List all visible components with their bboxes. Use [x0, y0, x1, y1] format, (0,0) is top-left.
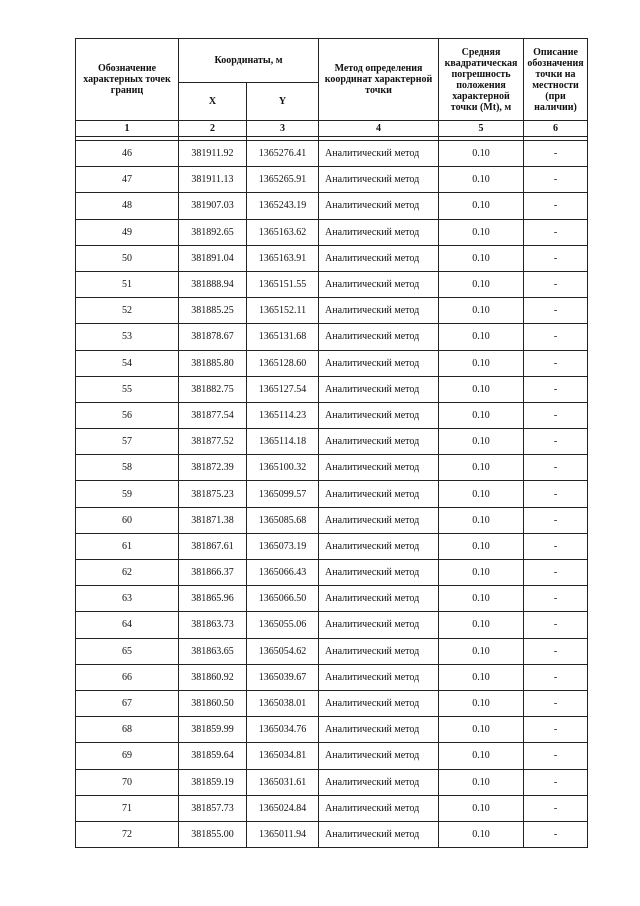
cell-error: 0.10	[439, 245, 524, 271]
table-row	[76, 769, 588, 795]
cell-method: Аналитический метод	[319, 245, 439, 271]
table-row	[76, 141, 588, 167]
cell-error: 0.10	[439, 507, 524, 533]
cell-y: 1365114.23	[247, 402, 319, 428]
cell-description: -	[524, 245, 588, 271]
cell-method: Аналитический метод	[319, 141, 439, 167]
header-num-3: 3	[247, 121, 319, 137]
cell-point-number: 65	[76, 638, 179, 664]
cell-method: Аналитический метод	[319, 795, 439, 821]
cell-x: 381863.73	[179, 612, 247, 638]
cell-error: 0.10	[439, 455, 524, 481]
cell-x: 381877.52	[179, 429, 247, 455]
cell-point-number: 54	[76, 350, 179, 376]
cell-description: -	[524, 481, 588, 507]
cell-error: 0.10	[439, 638, 524, 664]
cell-x: 381859.64	[179, 743, 247, 769]
cell-y: 1365073.19	[247, 533, 319, 559]
header-method: Метод определения координат характерной точки	[319, 39, 439, 121]
cell-description: -	[524, 507, 588, 533]
cell-error: 0.10	[439, 219, 524, 245]
header-coordinates: Координаты, м	[179, 39, 319, 83]
cell-y: 1365128.60	[247, 350, 319, 376]
cell-error: 0.10	[439, 481, 524, 507]
cell-method: Аналитический метод	[319, 350, 439, 376]
cell-y: 1365100.32	[247, 455, 319, 481]
cell-description: -	[524, 167, 588, 193]
cell-point-number: 67	[76, 690, 179, 716]
cell-error: 0.10	[439, 429, 524, 455]
header-num-1: 1	[76, 121, 179, 137]
cell-point-number: 69	[76, 743, 179, 769]
cell-method: Аналитический метод	[319, 324, 439, 350]
cell-method: Аналитический метод	[319, 821, 439, 847]
cell-method: Аналитический метод	[319, 376, 439, 402]
cell-x: 381885.80	[179, 350, 247, 376]
table-row	[76, 350, 588, 376]
cell-y: 1365054.62	[247, 638, 319, 664]
cell-y: 1365276.41	[247, 141, 319, 167]
header-x: X	[179, 83, 247, 121]
cell-x: 381871.38	[179, 507, 247, 533]
cell-error: 0.10	[439, 690, 524, 716]
cell-x: 381878.67	[179, 324, 247, 350]
table-row	[76, 481, 588, 507]
cell-x: 381911.92	[179, 141, 247, 167]
cell-description: -	[524, 690, 588, 716]
table-row	[76, 167, 588, 193]
cell-y: 1365011.94	[247, 821, 319, 847]
cell-point-number: 53	[76, 324, 179, 350]
cell-error: 0.10	[439, 167, 524, 193]
cell-point-number: 71	[76, 795, 179, 821]
cell-point-number: 61	[76, 533, 179, 559]
cell-error: 0.10	[439, 298, 524, 324]
cell-error: 0.10	[439, 664, 524, 690]
cell-point-number: 58	[76, 455, 179, 481]
cell-description: -	[524, 324, 588, 350]
header-y: Y	[247, 83, 319, 121]
cell-x: 381911.13	[179, 167, 247, 193]
cell-method: Аналитический метод	[319, 586, 439, 612]
cell-y: 1365066.50	[247, 586, 319, 612]
cell-y: 1365243.19	[247, 193, 319, 219]
table-row	[76, 795, 588, 821]
cell-description: -	[524, 769, 588, 795]
cell-x: 381859.19	[179, 769, 247, 795]
cell-description: -	[524, 271, 588, 297]
cell-point-number: 52	[76, 298, 179, 324]
cell-point-number: 72	[76, 821, 179, 847]
cell-description: -	[524, 141, 588, 167]
cell-point-number: 55	[76, 376, 179, 402]
cell-method: Аналитический метод	[319, 612, 439, 638]
cell-description: -	[524, 533, 588, 559]
cell-error: 0.10	[439, 717, 524, 743]
cell-point-number: 50	[76, 245, 179, 271]
cell-point-number: 59	[76, 481, 179, 507]
cell-method: Аналитический метод	[319, 560, 439, 586]
table-row	[76, 717, 588, 743]
cell-error: 0.10	[439, 769, 524, 795]
cell-method: Аналитический метод	[319, 402, 439, 428]
cell-description: -	[524, 429, 588, 455]
cell-error: 0.10	[439, 821, 524, 847]
cell-y: 1365131.68	[247, 324, 319, 350]
cell-x: 381860.50	[179, 690, 247, 716]
cell-description: -	[524, 638, 588, 664]
cell-description: -	[524, 193, 588, 219]
cell-x: 381855.00	[179, 821, 247, 847]
cell-y: 1365099.57	[247, 481, 319, 507]
header-num-2: 2	[179, 121, 247, 137]
header-error: Средняя квадратическая погрешность положения характерной точки (Mt), м	[439, 39, 524, 121]
cell-method: Аналитический метод	[319, 507, 439, 533]
cell-x: 381857.73	[179, 795, 247, 821]
table-row	[76, 402, 588, 428]
cell-error: 0.10	[439, 795, 524, 821]
table-row	[76, 664, 588, 690]
cell-method: Аналитический метод	[319, 690, 439, 716]
cell-method: Аналитический метод	[319, 638, 439, 664]
cell-y: 1365038.01	[247, 690, 319, 716]
cell-method: Аналитический метод	[319, 455, 439, 481]
cell-method: Аналитический метод	[319, 769, 439, 795]
cell-point-number: 56	[76, 402, 179, 428]
table-row	[76, 271, 588, 297]
cell-x: 381865.96	[179, 586, 247, 612]
cell-x: 381891.04	[179, 245, 247, 271]
cell-y: 1365163.62	[247, 219, 319, 245]
cell-description: -	[524, 717, 588, 743]
cell-y: 1365024.84	[247, 795, 319, 821]
cell-y: 1365127.54	[247, 376, 319, 402]
cell-description: -	[524, 455, 588, 481]
cell-y: 1365034.76	[247, 717, 319, 743]
cell-y: 1365163.91	[247, 245, 319, 271]
cell-y: 1365152.11	[247, 298, 319, 324]
table-row	[76, 533, 588, 559]
cell-point-number: 57	[76, 429, 179, 455]
header-point-name: Обозначение характерных точек границ	[76, 39, 179, 121]
cell-error: 0.10	[439, 586, 524, 612]
cell-error: 0.10	[439, 193, 524, 219]
cell-x: 381877.54	[179, 402, 247, 428]
cell-description: -	[524, 795, 588, 821]
cell-point-number: 70	[76, 769, 179, 795]
cell-x: 381888.94	[179, 271, 247, 297]
cell-error: 0.10	[439, 324, 524, 350]
cell-x: 381885.25	[179, 298, 247, 324]
cell-description: -	[524, 402, 588, 428]
cell-error: 0.10	[439, 141, 524, 167]
cell-method: Аналитический метод	[319, 219, 439, 245]
cell-point-number: 49	[76, 219, 179, 245]
table-row	[76, 193, 588, 219]
cell-method: Аналитический метод	[319, 481, 439, 507]
cell-method: Аналитический метод	[319, 271, 439, 297]
cell-method: Аналитический метод	[319, 167, 439, 193]
header-num-6: 6	[524, 121, 588, 137]
cell-error: 0.10	[439, 533, 524, 559]
cell-y: 1365066.43	[247, 560, 319, 586]
cell-description: -	[524, 219, 588, 245]
cell-x: 381872.39	[179, 455, 247, 481]
table-row	[76, 298, 588, 324]
cell-x: 381859.99	[179, 717, 247, 743]
cell-y: 1365034.81	[247, 743, 319, 769]
cell-method: Аналитический метод	[319, 193, 439, 219]
cell-point-number: 51	[76, 271, 179, 297]
cell-description: -	[524, 586, 588, 612]
table-row	[76, 612, 588, 638]
cell-point-number: 68	[76, 717, 179, 743]
cell-x: 381892.65	[179, 219, 247, 245]
cell-method: Аналитический метод	[319, 664, 439, 690]
table-row	[76, 245, 588, 271]
cell-description: -	[524, 298, 588, 324]
cell-point-number: 63	[76, 586, 179, 612]
table-row	[76, 743, 588, 769]
cell-x: 381907.03	[179, 193, 247, 219]
cell-y: 1365265.91	[247, 167, 319, 193]
cell-description: -	[524, 560, 588, 586]
cell-method: Аналитический метод	[319, 743, 439, 769]
cell-description: -	[524, 821, 588, 847]
cell-point-number: 47	[76, 167, 179, 193]
cell-method: Аналитический метод	[319, 533, 439, 559]
cell-error: 0.10	[439, 402, 524, 428]
cell-method: Аналитический метод	[319, 717, 439, 743]
table-row	[76, 219, 588, 245]
cell-y: 1365085.68	[247, 507, 319, 533]
table-row	[76, 376, 588, 402]
coordinates-table	[75, 38, 588, 848]
cell-point-number: 46	[76, 141, 179, 167]
cell-point-number: 62	[76, 560, 179, 586]
cell-error: 0.10	[439, 560, 524, 586]
table-row	[76, 507, 588, 533]
coordinates-table-sheet	[75, 38, 587, 848]
cell-method: Аналитический метод	[319, 429, 439, 455]
cell-error: 0.10	[439, 271, 524, 297]
cell-y: 1365031.61	[247, 769, 319, 795]
cell-x: 381866.37	[179, 560, 247, 586]
table-row	[76, 429, 588, 455]
cell-x: 381867.61	[179, 533, 247, 559]
cell-description: -	[524, 664, 588, 690]
cell-x: 381863.65	[179, 638, 247, 664]
cell-x: 381860.92	[179, 664, 247, 690]
cell-error: 0.10	[439, 612, 524, 638]
table-row	[76, 560, 588, 586]
cell-error: 0.10	[439, 376, 524, 402]
cell-point-number: 48	[76, 193, 179, 219]
cell-description: -	[524, 612, 588, 638]
cell-x: 381882.75	[179, 376, 247, 402]
table-row	[76, 690, 588, 716]
cell-y: 1365151.55	[247, 271, 319, 297]
cell-point-number: 64	[76, 612, 179, 638]
table-row	[76, 586, 588, 612]
header-num-5: 5	[439, 121, 524, 137]
header-num-4: 4	[319, 121, 439, 137]
table-row	[76, 324, 588, 350]
cell-y: 1365114.18	[247, 429, 319, 455]
table-row	[76, 638, 588, 664]
table-body	[76, 141, 588, 848]
cell-x: 381875.23	[179, 481, 247, 507]
cell-y: 1365055.06	[247, 612, 319, 638]
cell-error: 0.10	[439, 743, 524, 769]
cell-point-number: 60	[76, 507, 179, 533]
cell-y: 1365039.67	[247, 664, 319, 690]
cell-error: 0.10	[439, 350, 524, 376]
cell-description: -	[524, 376, 588, 402]
cell-description: -	[524, 743, 588, 769]
table-row	[76, 821, 588, 847]
cell-description: -	[524, 350, 588, 376]
table-row	[76, 455, 588, 481]
cell-point-number: 66	[76, 664, 179, 690]
cell-method: Аналитический метод	[319, 298, 439, 324]
header-description: Описание обозначения точки на местности (при наличии)	[524, 39, 588, 121]
